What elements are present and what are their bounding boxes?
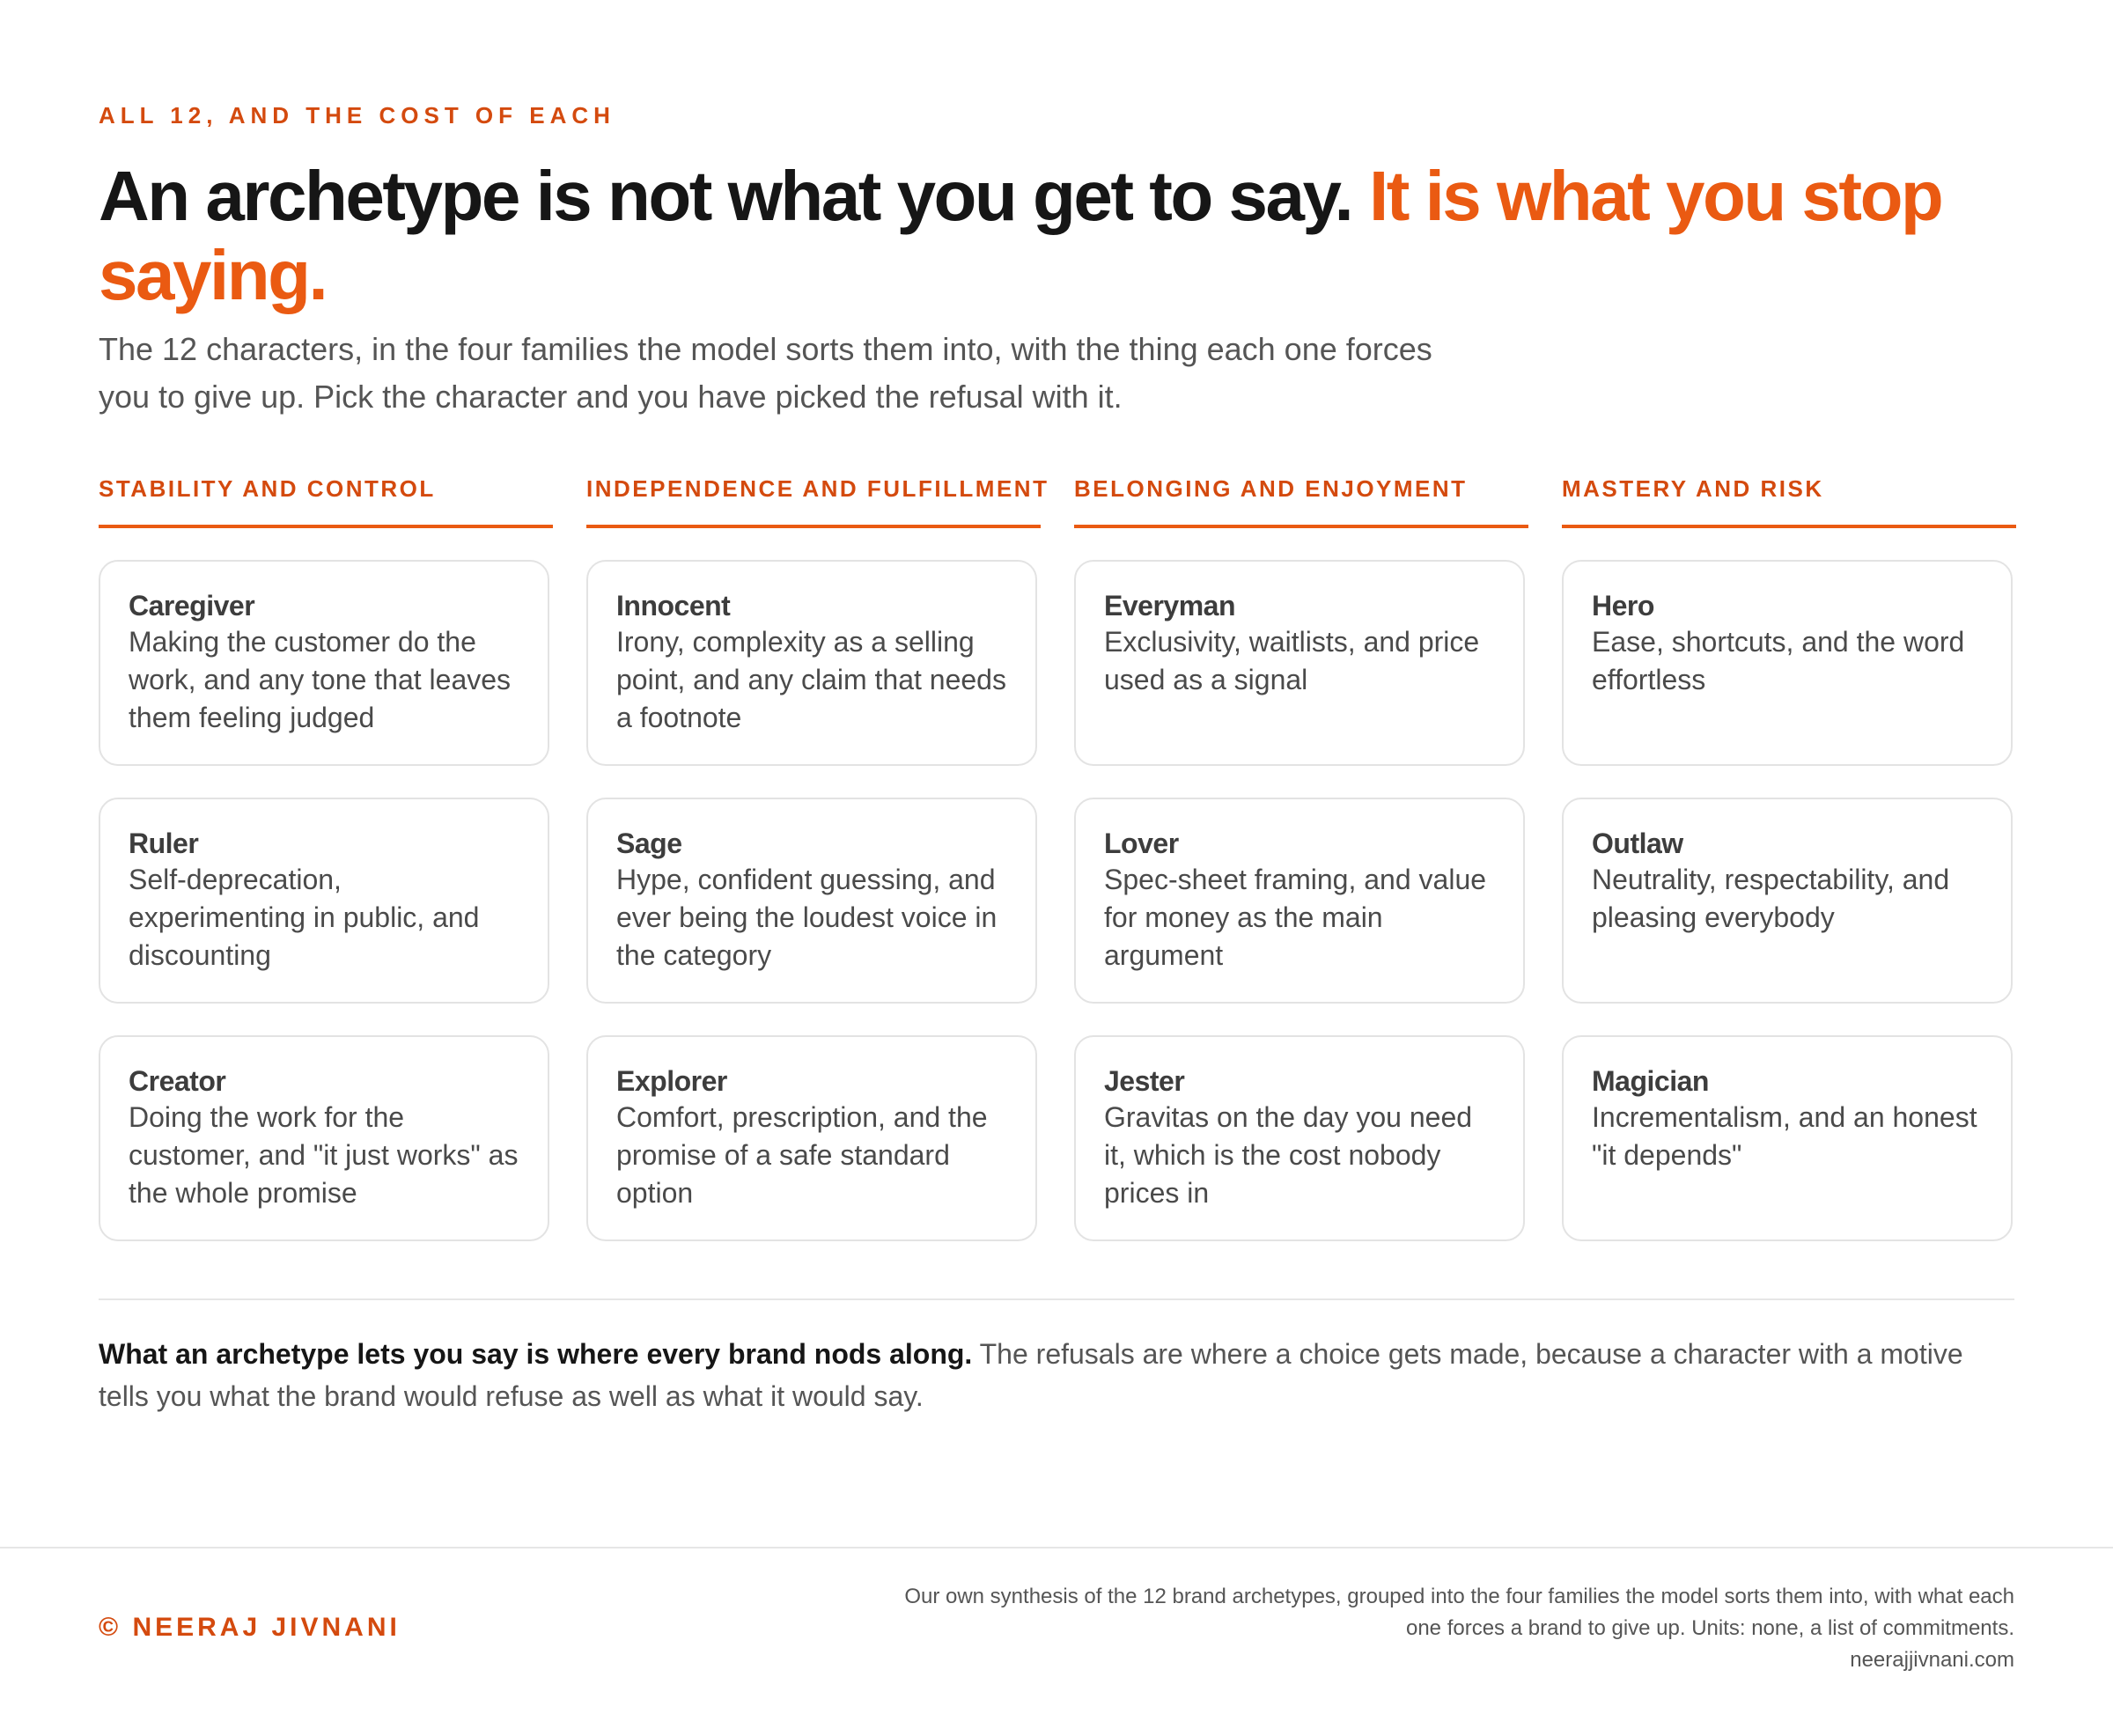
archetype-cost: Self-deprecation, experimenting in public, and discounting	[129, 864, 480, 971]
archetype-card-sage	[586, 798, 1037, 1004]
archetype-card-hero	[1562, 560, 2013, 766]
archetype-card-innocent	[586, 560, 1037, 766]
archetype-name: Hero	[1592, 590, 1654, 622]
archetype-name: Innocent	[616, 590, 731, 622]
archetype-name: Magician	[1592, 1065, 1709, 1097]
archetype-card-outlaw	[1562, 798, 2013, 1004]
family-heading: STABILITY AND CONTROL	[99, 475, 553, 528]
archetype-card-caregiver	[99, 560, 549, 766]
family-heading: MASTERY AND RISK	[1562, 475, 2016, 528]
takeaway-bold: What an archetype lets you say is where every brand nods along.	[99, 1338, 973, 1370]
archetype-card-creator	[99, 1035, 549, 1241]
source-note	[782, 1581, 2014, 1676]
archetype-cost: Hype, confident guessing, and ever being the loudest voice in the category	[616, 864, 998, 971]
family-column-independence	[586, 475, 1049, 1209]
takeaway-rest: The refusals are where a choice gets made, because a character with a motive tells you what the brand would refuse as well as what it would say.	[99, 1338, 1963, 1412]
archetype-name: Creator	[129, 1065, 226, 1097]
archetype-cost: Incrementalism, and an honest "it depends"	[1592, 1101, 1977, 1171]
headline-accent: It is what you stop saying.	[99, 157, 1942, 314]
archetype-name: Caregiver	[129, 590, 255, 622]
archetype-name: Lover	[1104, 828, 1179, 859]
family-column-mastery	[1562, 475, 2016, 1171]
family-column-stability	[99, 475, 553, 1209]
takeaway	[99, 1333, 2014, 1417]
archetype-name: Ruler	[129, 828, 199, 859]
archetype-name: Outlaw	[1592, 828, 1683, 859]
archetype-name: Sage	[616, 828, 682, 859]
source-line-2: one forces a brand to give up. Units: none, a list of commitments.	[1405, 1616, 2014, 1640]
source-line-1: Our own synthesis of the 12 brand archetypes, grouped into the four families the model sorts them into, with what each	[904, 1585, 2014, 1608]
headline-main: An archetype is not what you get to say.	[99, 157, 1352, 235]
archetype-card-ruler	[99, 798, 549, 1004]
archetype-cost: Making the customer do the work, and any tone that leaves them feeling judged	[129, 626, 512, 733]
archetype-cost: Exclusivity, waitlists, and price used as a signal	[1104, 626, 1480, 695]
archetype-cost: Gravitas on the day you need it, which is the cost nobody prices in	[1104, 1101, 1473, 1209]
archetype-name: Explorer	[616, 1065, 727, 1097]
archetype-cost: Ease, shortcuts, and the word effortless	[1592, 626, 1965, 695]
archetype-card-jester	[1074, 1035, 1525, 1241]
section-divider	[99, 1298, 2014, 1300]
archetype-cost: Doing the work for the customer, and "it just works" as the whole promise	[129, 1101, 519, 1209]
headline	[99, 157, 2014, 315]
family-heading: INDEPENDENCE AND FULFILLMENT	[586, 475, 1041, 528]
archetype-grid	[99, 475, 2014, 1247]
archetype-card-explorer	[586, 1035, 1037, 1241]
subtitle: The 12 characters, in the four families the model sorts them into, with the thing each one forces you to give up. Pick the character and you have picked the refusal with it.	[99, 331, 1432, 415]
archetype-card-magician	[1562, 1035, 2013, 1241]
site-link[interactable]: neerajjivnani.com	[1850, 1648, 2014, 1672]
archetype-cost: Neutrality, respectability, and pleasing everybody	[1592, 864, 1950, 933]
archetype-name: Everyman	[1104, 590, 1235, 622]
family-column-belonging	[1074, 475, 1528, 1209]
archetype-cost: Spec-sheet framing, and value for money as the main argument	[1104, 864, 1487, 971]
archetype-card-lover	[1074, 798, 1525, 1004]
archetype-cost: Irony, complexity as a selling point, and any claim that needs a footnote	[616, 626, 1006, 733]
eyebrow: ALL 12, AND THE COST OF EACH	[99, 102, 615, 129]
copyright: © NEERAJ JIVNANI	[99, 1613, 401, 1642]
archetype-name: Jester	[1104, 1065, 1185, 1097]
footer-divider	[0, 1547, 2113, 1548]
archetype-card-everyman	[1074, 560, 1525, 766]
family-heading: BELONGING AND ENJOYMENT	[1074, 475, 1528, 528]
archetype-cost: Comfort, prescription, and the promise of a safe standard option	[616, 1101, 988, 1209]
